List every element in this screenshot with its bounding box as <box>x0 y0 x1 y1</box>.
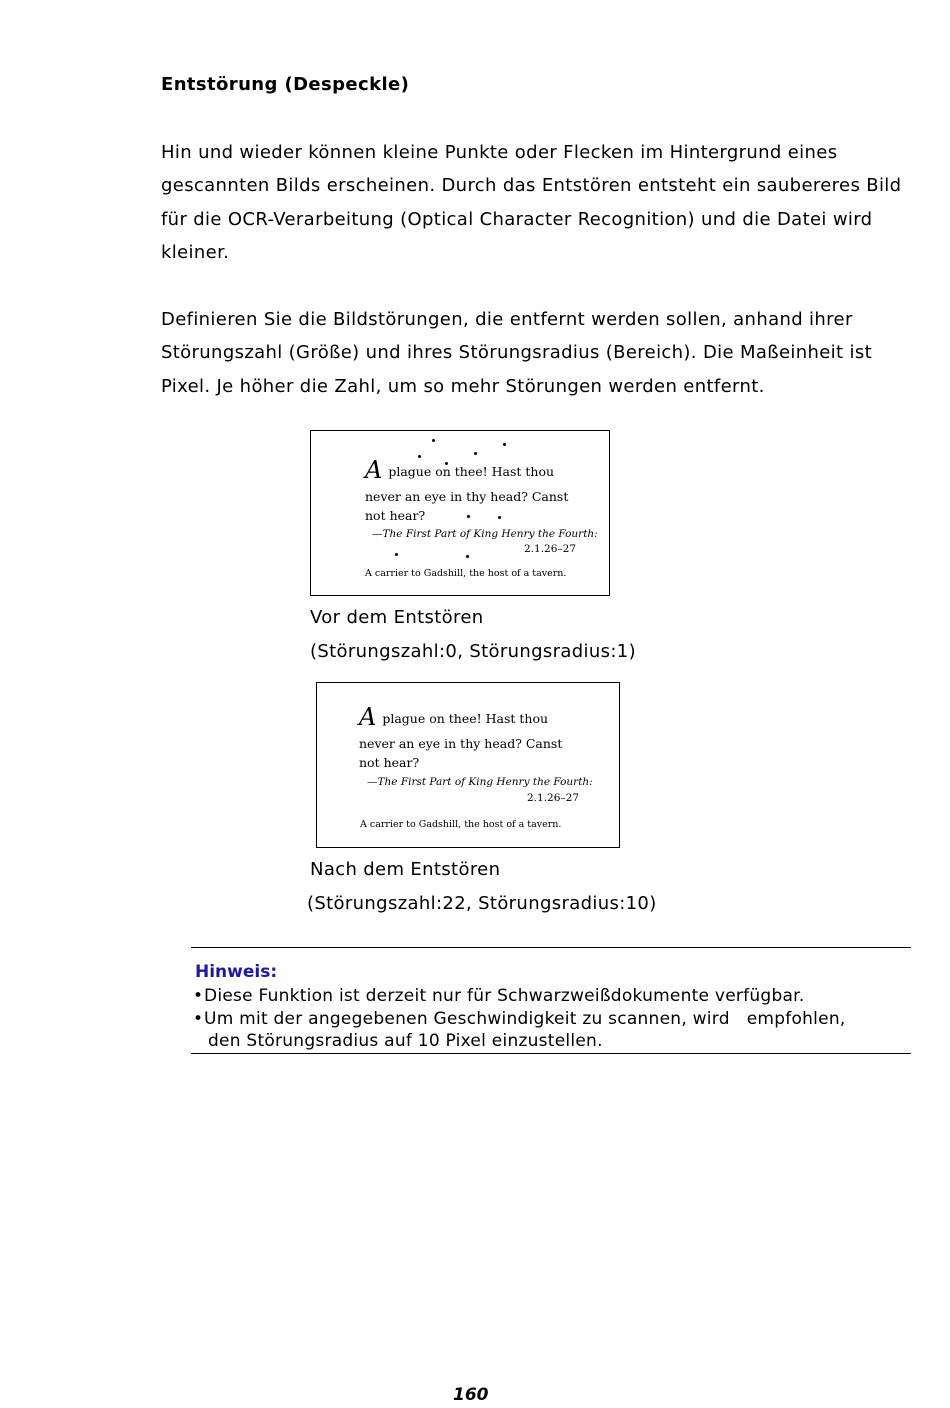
page-number: 160 <box>453 1385 489 1405</box>
paragraph-line: für die OCR-Verarbeitung (Optical Character Recognition) und die Datei wird <box>161 208 873 230</box>
intro-paragraph <box>161 136 921 270</box>
paragraph-line: gescannten Bilds erscheinen. Durch das Entstören entsteht ein saubereres Bild <box>161 175 902 197</box>
sample-footnote: A carrier to Gadshill, the host of a tavern. <box>365 568 567 579</box>
section-heading: Entstörung (Despeckle) <box>161 74 410 95</box>
note-item-continuation: den Störungsradius auf 10 Pixel einzustellen. <box>208 1031 603 1051</box>
sample-image-after <box>316 682 620 848</box>
speckle-dot <box>474 452 477 455</box>
sample-line: not hear? <box>359 755 420 770</box>
sample-line: never an eye in thy head? Canst <box>365 489 569 504</box>
note-bottom-rule <box>191 1053 911 1054</box>
figure-settings-before: (Störungszahl:0, Störungsradius:1) <box>310 641 636 662</box>
dropcap-letter: A <box>359 703 377 731</box>
speckle-dot <box>498 516 501 519</box>
note-item: •Um mit der angegebenen Geschwindigkeit zu scannen, wird empfohlen, <box>193 1009 846 1029</box>
paragraph-line: Hin und wieder können kleine Punkte oder Flecken im Hintergrund eines <box>161 142 838 163</box>
sample-line: not hear? <box>365 508 426 523</box>
figure-caption-before: Vor dem Entstören <box>310 607 484 628</box>
speckle-dot <box>467 515 470 518</box>
figure-settings-after: (Störungszahl:22, Störungsradius:10) <box>307 893 657 914</box>
bullet-icon: • <box>193 1009 204 1029</box>
figure-caption-after: Nach dem Entstören <box>310 859 501 880</box>
paragraph-line: Störungszahl (Größe) und ihres Störungsradius (Bereich). Die Maßeinheit ist <box>161 342 872 364</box>
sample-footnote: A carrier to Gadshill, the host of a tavern. <box>360 819 562 830</box>
note-item: •Diese Funktion ist derzeit nur für Schwarzweißdokumente verfügbar. <box>193 986 805 1006</box>
definition-paragraph <box>161 303 921 403</box>
speckle-dot <box>432 439 435 442</box>
paragraph-line: Definieren Sie die Bildstörungen, die entfernt werden sollen, anhand ihrer <box>161 309 853 330</box>
speckle-dot <box>503 443 506 446</box>
sample-reference: 2.1.26–27 <box>524 543 577 555</box>
sample-line: never an eye in thy head? Canst <box>359 736 563 751</box>
speckle-dot <box>395 553 398 556</box>
sample-line: A plague on thee! Hast thou <box>365 456 555 484</box>
sample-citation: —The First Part of King Henry the Fourth: <box>367 776 593 788</box>
paragraph-line: Pixel. Je höher die Zahl, um so mehr Störungen werden entfernt. <box>161 375 765 397</box>
sample-line: A plague on thee! Hast thou <box>359 703 549 731</box>
dropcap-letter: A <box>365 456 383 484</box>
paragraph-line: kleiner. <box>161 242 230 264</box>
bullet-icon: • <box>193 986 204 1006</box>
sample-reference: 2.1.26–27 <box>527 792 580 804</box>
sample-citation: —The First Part of King Henry the Fourth: <box>372 528 598 540</box>
speckle-dot <box>418 455 421 458</box>
sample-image-before <box>310 430 610 596</box>
note-title: Hinweis: <box>195 962 278 982</box>
speckle-dot <box>466 555 469 558</box>
note-top-rule <box>191 947 911 948</box>
